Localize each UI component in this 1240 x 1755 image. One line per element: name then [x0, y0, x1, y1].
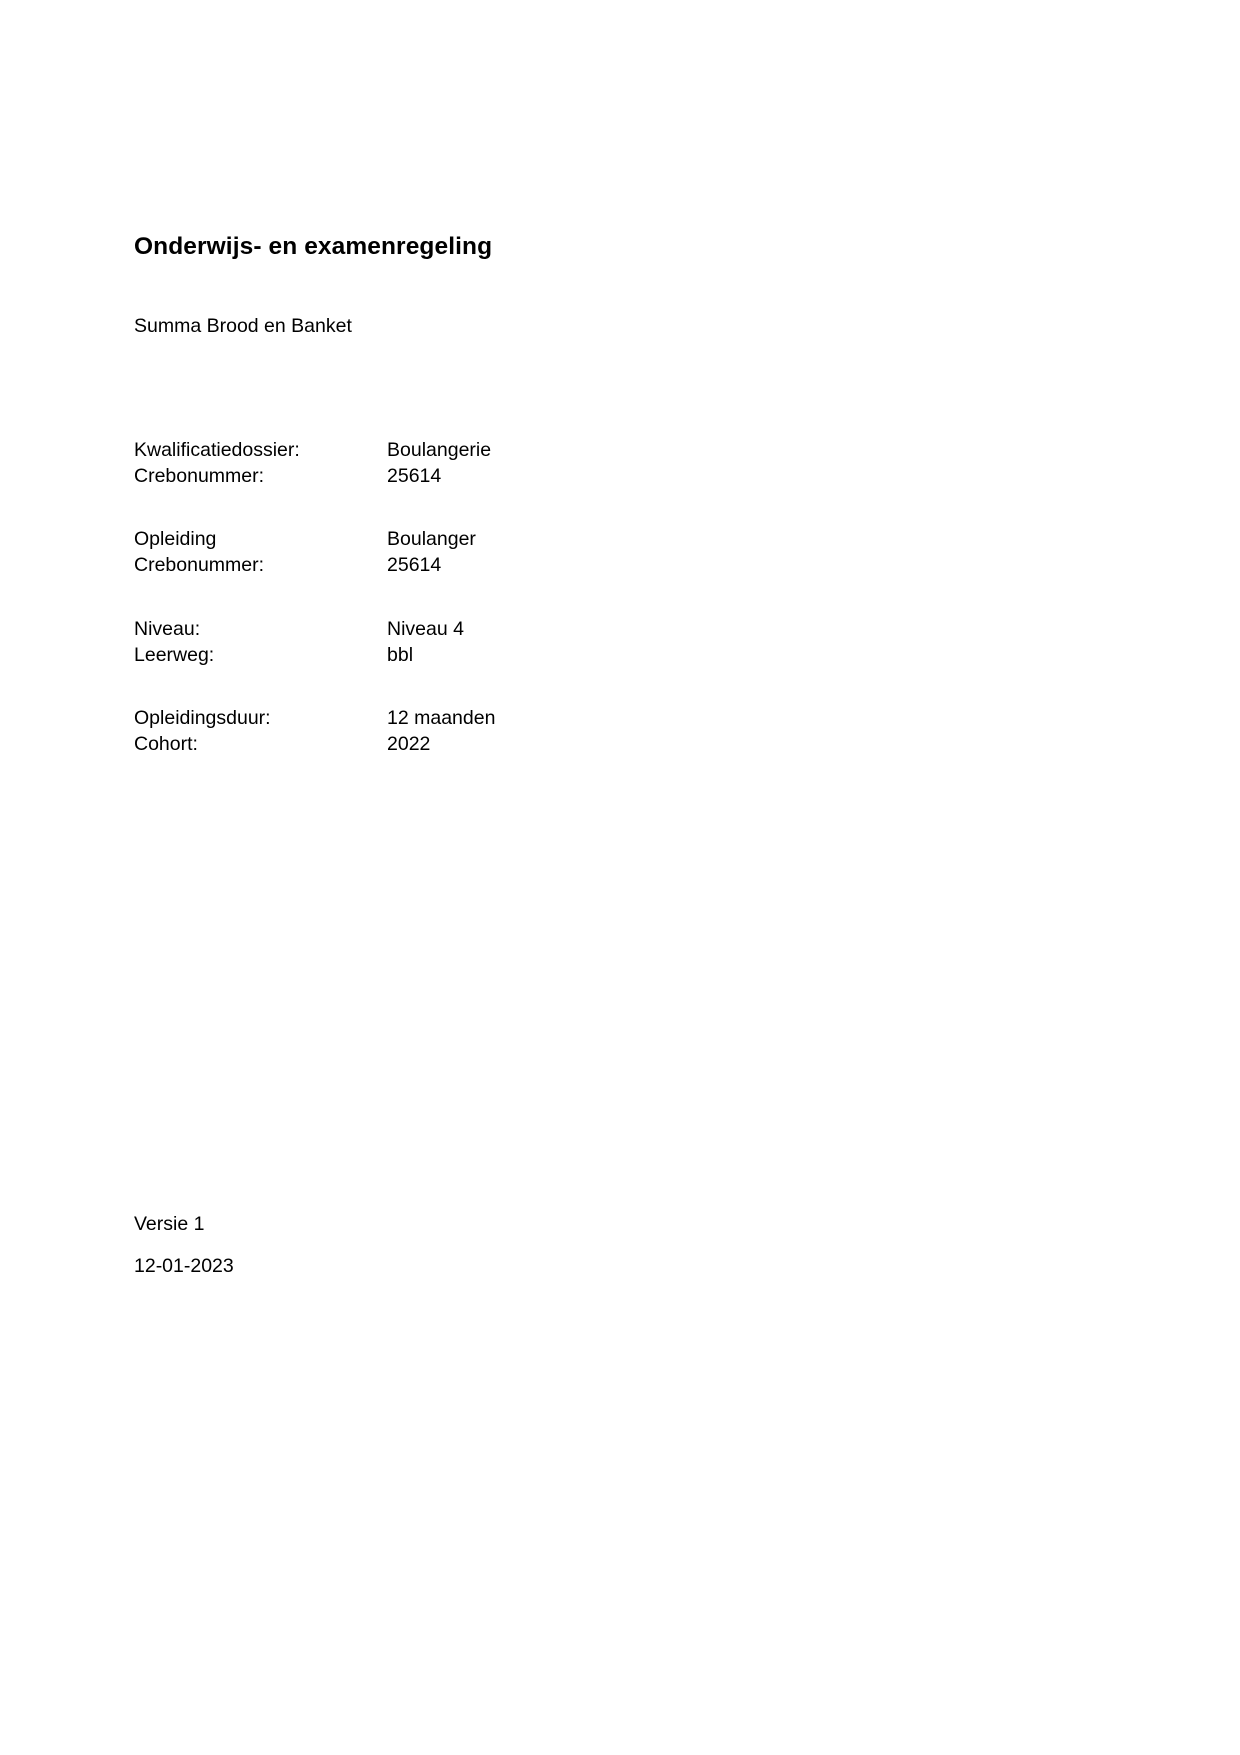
- meta-row: [134, 731, 495, 757]
- page-title: Onderwijs- en examenregeling: [134, 233, 493, 261]
- meta-value: 12 maanden: [387, 707, 496, 729]
- meta-value: 2022: [387, 733, 431, 755]
- meta-row: [134, 552, 476, 578]
- meta-row: [134, 463, 491, 489]
- meta-row: [134, 437, 491, 463]
- meta-value: 25614: [387, 554, 442, 576]
- meta-label: Cohort:: [134, 733, 198, 755]
- document-version: Versie 1: [134, 1213, 205, 1235]
- meta-row: [134, 526, 476, 552]
- meta-value: Niveau 4: [387, 618, 464, 640]
- meta-label: Opleidingsduur:: [134, 707, 271, 729]
- meta-label: Kwalificatiedossier:: [134, 439, 300, 461]
- meta-group-opleiding: [134, 526, 476, 578]
- meta-row: [134, 642, 464, 668]
- meta-value: bbl: [387, 644, 414, 666]
- meta-value: Boulanger: [387, 528, 476, 550]
- meta-group-kwalificatiedossier: [134, 437, 491, 489]
- document-subtitle: Summa Brood en Banket: [134, 315, 352, 337]
- meta-value: 25614: [387, 465, 442, 487]
- meta-label: Opleiding: [134, 528, 217, 550]
- meta-row: [134, 616, 464, 642]
- meta-label: Crebonummer:: [134, 465, 265, 487]
- meta-value: Boulangerie: [387, 439, 492, 461]
- meta-row: [134, 705, 495, 731]
- meta-group-niveau: [134, 616, 464, 668]
- document-date: 12-01-2023: [134, 1255, 234, 1277]
- meta-label: Leerweg:: [134, 644, 215, 666]
- meta-label: Crebonummer:: [134, 554, 265, 576]
- meta-group-opleidingsduur: [134, 705, 495, 757]
- meta-label: Niveau:: [134, 618, 201, 640]
